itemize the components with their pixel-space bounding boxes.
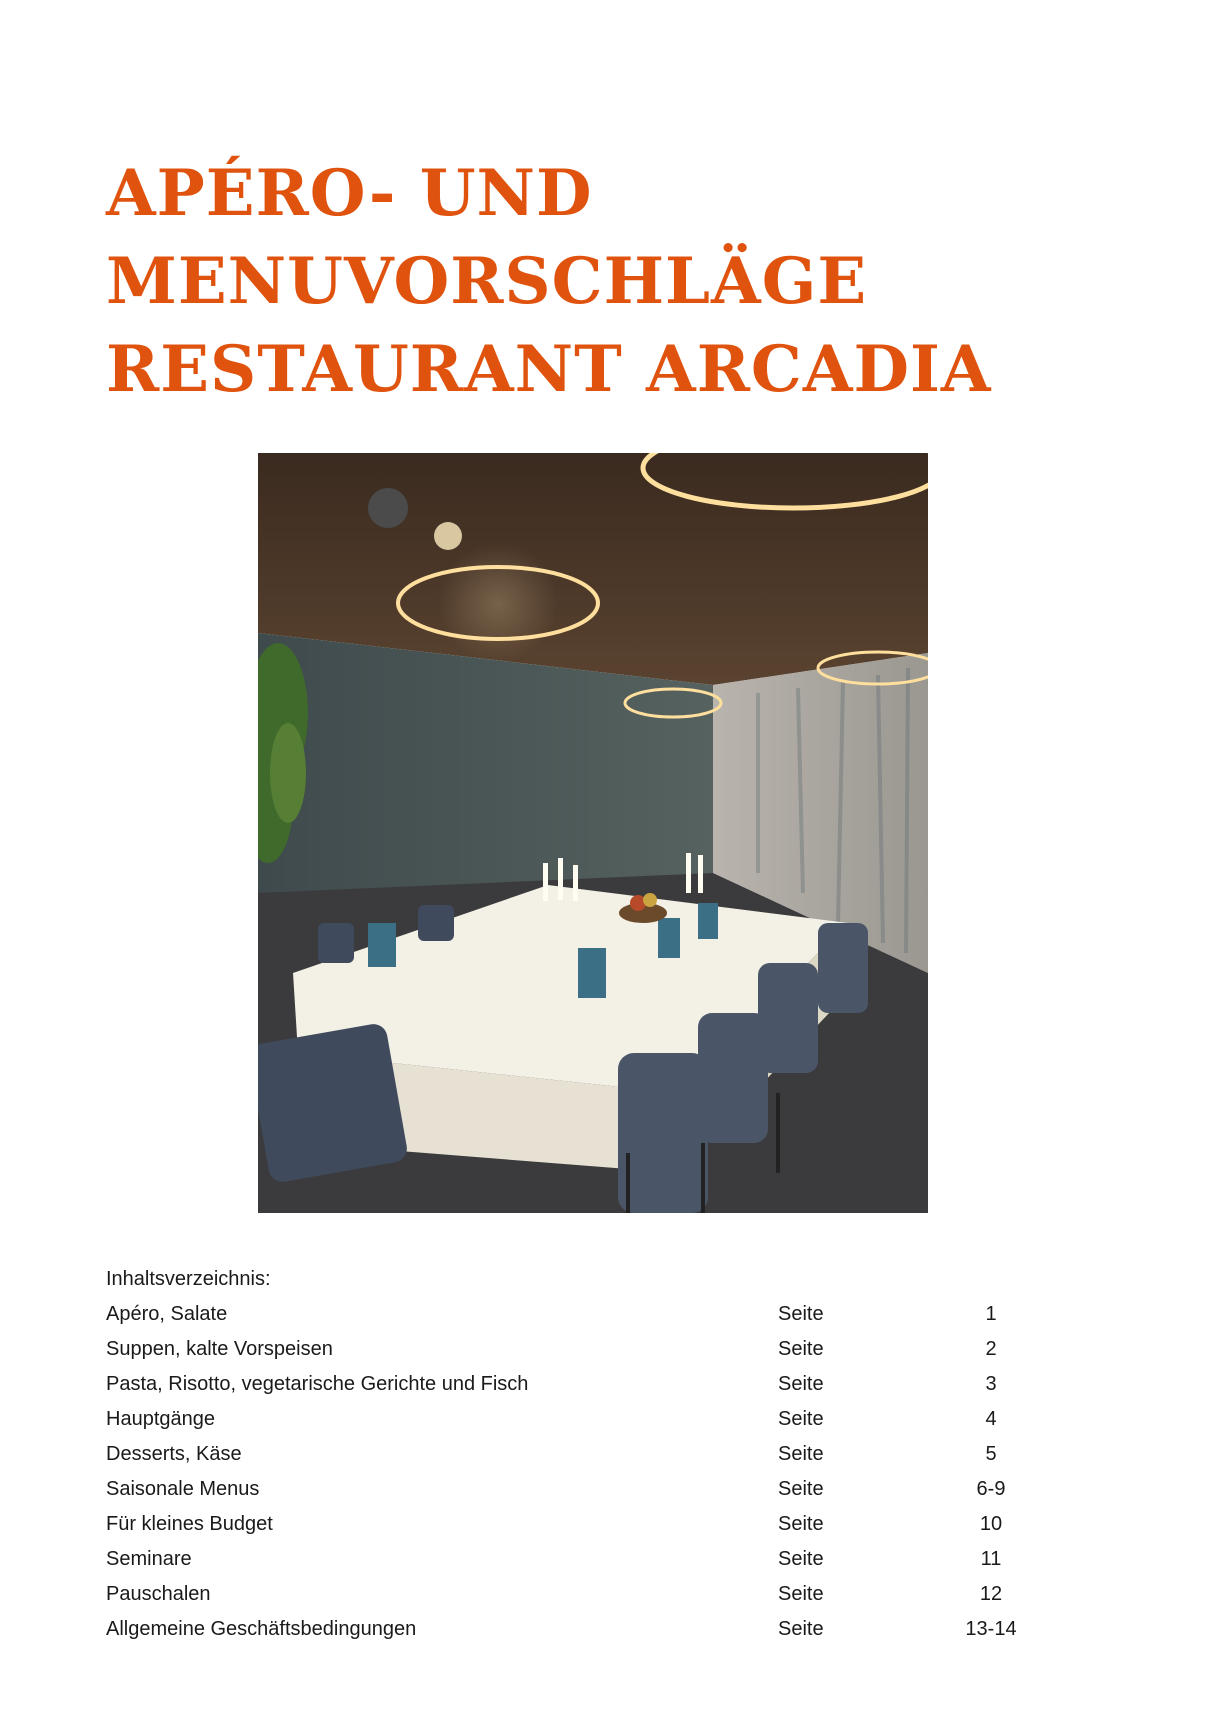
toc-entry-label: Desserts, Käse bbox=[106, 1443, 242, 1465]
toc-entry bbox=[106, 1408, 1026, 1443]
toc-entry-page-number: 11 bbox=[980, 1548, 1002, 1570]
toc-entry bbox=[106, 1478, 1026, 1513]
toc-entry-page-number: 1 bbox=[985, 1303, 997, 1325]
toc-entry-page-number: 12 bbox=[979, 1583, 1003, 1605]
toc-entry-label: Apéro, Salate bbox=[106, 1303, 228, 1325]
toc-entry bbox=[106, 1548, 1026, 1583]
toc-entry bbox=[106, 1618, 1026, 1653]
toc-entry-label: Allgemeine Geschäftsbedingungen bbox=[106, 1618, 417, 1640]
toc-entry-seite: Seite bbox=[778, 1338, 824, 1360]
toc-entry-page-number: 2 bbox=[985, 1338, 997, 1360]
title-line-1: APÉRO- UND bbox=[106, 156, 593, 231]
toc-entry-seite: Seite bbox=[778, 1478, 824, 1500]
toc-entry-page-number: 6-9 bbox=[976, 1478, 1006, 1500]
toc-entry-label: Pauschalen bbox=[106, 1583, 211, 1605]
toc-entry-seite: Seite bbox=[778, 1373, 824, 1395]
toc-entry-page-number: 4 bbox=[985, 1408, 997, 1430]
toc-entry-seite: Seite bbox=[778, 1513, 824, 1535]
toc-entry-page-number: 10 bbox=[979, 1513, 1003, 1535]
toc-entry-page-number: 5 bbox=[985, 1443, 997, 1465]
toc-entry-label: Pasta, Risotto, vegetarische Gerichte und Fisch bbox=[106, 1373, 529, 1395]
toc-entry bbox=[106, 1513, 1026, 1548]
title-line-2: MENUVORSCHLÄGE bbox=[106, 244, 868, 319]
toc-entry-label: Suppen, kalte Vorspeisen bbox=[106, 1338, 333, 1360]
toc-entry-label: Saisonale Menus bbox=[106, 1478, 260, 1500]
toc-entry-page-number: 13-14 bbox=[965, 1618, 1017, 1640]
title-line-3: RESTAURANT ARCADIA bbox=[106, 332, 992, 407]
toc-entry bbox=[106, 1338, 1026, 1373]
toc-entry-label: Seminare bbox=[106, 1548, 192, 1570]
toc-entry-seite: Seite bbox=[778, 1303, 824, 1325]
toc-entry bbox=[106, 1443, 1026, 1478]
toc-entry-seite: Seite bbox=[778, 1548, 824, 1570]
toc-entry-label: Für kleines Budget bbox=[106, 1513, 273, 1535]
toc-entry-seite: Seite bbox=[778, 1618, 824, 1640]
document-title bbox=[106, 150, 992, 414]
toc-entry-label: Hauptgänge bbox=[106, 1408, 215, 1430]
table-of-contents bbox=[106, 1303, 1026, 1653]
toc-entry-page-number: 3 bbox=[985, 1373, 997, 1395]
toc-entry-seite: Seite bbox=[778, 1583, 824, 1605]
toc-entry bbox=[106, 1373, 1026, 1408]
toc-entry-seite: Seite bbox=[778, 1408, 824, 1430]
toc-entry bbox=[106, 1303, 1026, 1338]
toc-entry-seite: Seite bbox=[778, 1443, 824, 1465]
toc-heading: Inhaltsverzeichnis: bbox=[106, 1268, 271, 1290]
restaurant-photo bbox=[258, 453, 928, 1213]
toc-entry bbox=[106, 1583, 1026, 1618]
